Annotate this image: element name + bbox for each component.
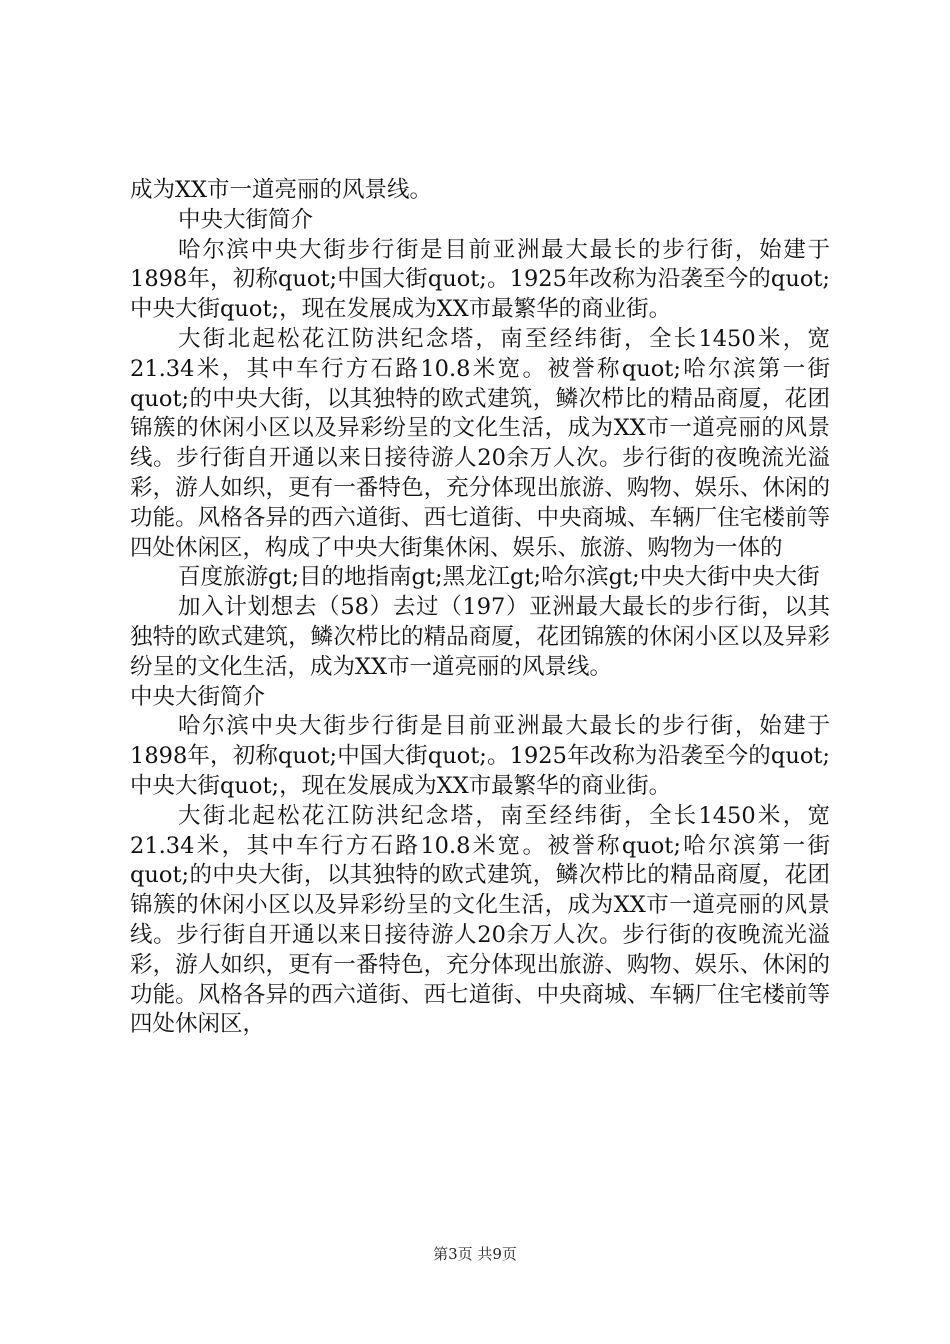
paragraph: 大街北起松花江防洪纪念塔，南至经纬街，全长1450米，宽21.34米，其中车行方石路10.8米宽。被誉称quot;哈尔滨第一街quot;的中央大街，以其独特的欧式建筑，鳞次栉比的精品商厦，花团锦簇的休闲小区以及异彩纷呈的文化生活，成为XX市一道亮丽的风景线。步行街自开通以来日接待游人20余万人次。步行街的夜晚流光溢彩，游人如织，更有一番特色，充分体现出旅游、购物、娱乐、休闲的功能。风格各异的西六道街、西七道街、中央商城、车辆厂住宅楼前等四处休闲区，构成了中央大街集休闲、娱乐、旅游、购物为一体的 — [130, 325, 830, 561]
document-body — [130, 176, 830, 1040]
section-heading: 中央大街简介 — [130, 683, 266, 710]
page-footer: 第3页 共9页 — [433, 1245, 517, 1263]
paragraph: 加入计划想去（58）去过（197）亚洲最大最长的步行街，以其独特的欧式建筑，鳞次栉比的精品商厦，花团锦簇的休闲小区以及异彩纷呈的文化生活，成为XX市一道亮丽的风景线。 — [130, 594, 830, 680]
paragraph-continuation: 成为XX市一道亮丽的风景线。 — [130, 177, 433, 203]
paragraph: 哈尔滨中央大街步行街是目前亚洲最大最长的步行街，始建于1898年，初称quot;中国大街quot;。1925年改称为沿袭至今的quot;中央大街quot;，现在发展成为XX市最繁华的商业街。 — [130, 236, 830, 323]
paragraph: 大街北起松花江防洪纪念塔，南至经纬街，全长1450米，宽21.34米，其中车行方石路10.8米宽。被誉称quot;哈尔滨第一街quot;的中央大街，以其独特的欧式建筑，鳞次栉比的精品商厦，花团锦簇的休闲小区以及异彩纷呈的文化生活，成为XX市一道亮丽的风景线。步行街自开通以来日接待游人20余万人次。步行街的夜晚流光溢彩，游人如织，更有一番特色，充分体现出旅游、购物、娱乐、休闲的功能。风格各异的西六道街、西七道街、中央商城、车辆厂住宅楼前等四处休闲区， — [130, 802, 830, 1038]
breadcrumb-text: 百度旅游gt;目的地指南gt;黑龙江gt;哈尔滨gt;中央大街中央大街 — [178, 564, 820, 591]
paragraph: 哈尔滨中央大街步行街是目前亚洲最大最长的步行街，始建于1898年，初称quot;中国大街quot;。1925年改称为沿袭至今的quot;中央大街quot;，现在发展成为XX市最繁华的商业街。 — [130, 713, 830, 799]
section-heading: 中央大街简介 — [178, 206, 314, 233]
